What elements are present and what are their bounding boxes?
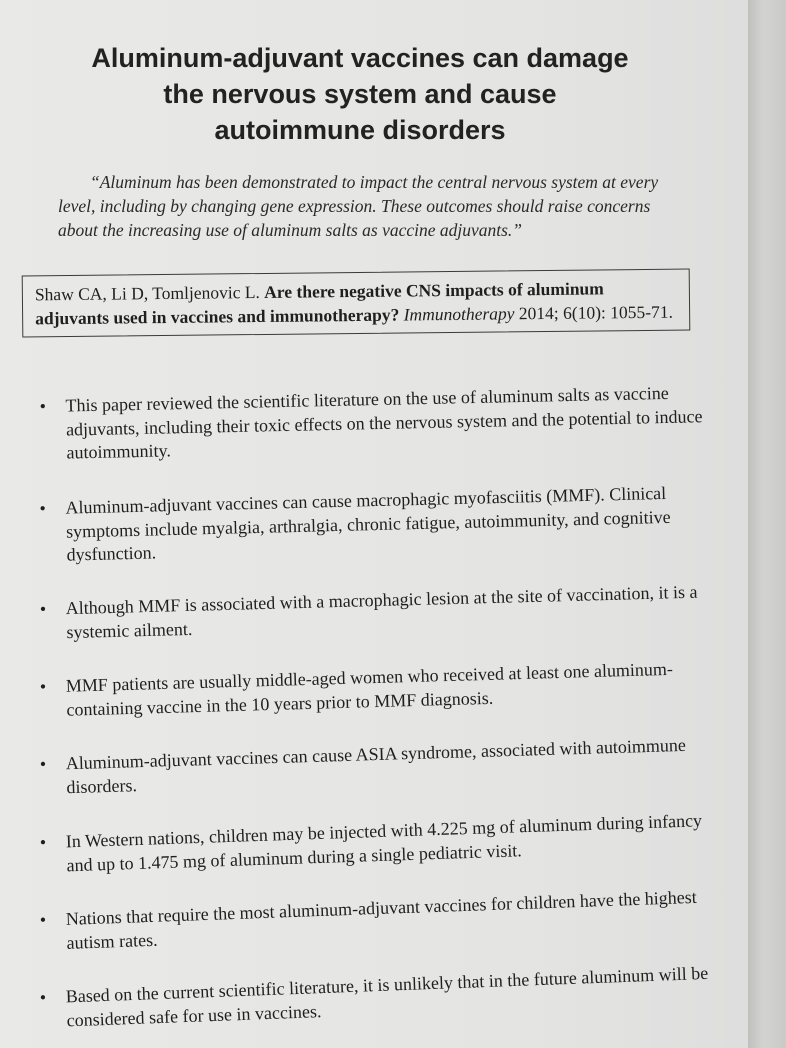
bullet-icon: •: [39, 832, 47, 853]
citation-paper-title: Are there negative CNS impacts of aluminum adjuvants used in vaccines and immunotherapy?: [35, 278, 604, 329]
bullet-item: [35, 480, 721, 567]
quote-block: “Aluminum has been demonstrated to impact the central nervous system at every level, including by changing gene expression. These outcomes should raise concerns about the increasing use of aluminum salts as vaccine adjuvants.”: [58, 171, 659, 240]
bullet-item: [35, 733, 720, 800]
bullet-icon: •: [39, 909, 47, 930]
bullet-icon: •: [39, 497, 47, 518]
bullet-list: [36, 382, 720, 1030]
citation-authors: Shaw CA, Li D, Tomljenovic L.: [34, 282, 260, 305]
bullet-item: [35, 381, 720, 466]
bullet-icon: •: [39, 753, 47, 775]
bullet-text: Although MMF is associated with a macrophagic lesion at the site of vaccination, it is a systemic ailment.: [65, 581, 698, 642]
bullet-item: [35, 656, 720, 722]
bullet-item: [35, 885, 720, 956]
bullet-item: [35, 961, 720, 1033]
citation-journal: Immunotherapy: [403, 303, 515, 325]
bullet-text: Aluminum-adjuvant vaccines can cause ASIA syndrome, associated with autoimmune disorders.: [65, 734, 687, 797]
bullet-text: This paper reviewed the scientific literature on the use of aluminum salts as vaccine adjuvants, including their toxic effects on the nervous system and the potential to induce autoimmunity.: [65, 382, 703, 463]
bullet-text: In Western nations, children may be injected with 4.225 mg of aluminum during infancy and up to 1.475 mg of aluminum during a single pediatric visit.: [65, 810, 703, 875]
bullet-text: Nations that require the most aluminum-adjuvant vaccines for children have the highest autism rates.: [65, 886, 698, 953]
citation-details: 2014; 6(10): 1055-71.: [518, 301, 674, 324]
page-edge: [748, 0, 786, 1048]
bullet-icon: •: [39, 676, 47, 697]
bullet-text: Aluminum-adjuvant vaccines can cause macrophagic myofasciitis (MMF). Clinical symptoms include myalgia, arthralgia, chronic fatigue, autoimmunity, and cognitive dysfunction.: [65, 482, 671, 565]
bullet-icon: •: [39, 987, 47, 1008]
bullet-text: MMF patients are usually middle-aged women who received at least one aluminum-containing vaccine in the 10 years prior to MMF diagnosis.: [65, 658, 674, 720]
citation-box: [22, 269, 691, 338]
bullet-item: [35, 809, 720, 879]
bullet-item: [36, 580, 721, 645]
bullet-icon: •: [39, 395, 47, 417]
bullet-text: Based on the current scientific literature, it is unlikely that in the future aluminum will be considered safe for use in vaccines.: [65, 962, 709, 1030]
page-title: Aluminum-adjuvant vaccines can damage the nervous system and cause autoimmune disorders: [91, 43, 629, 146]
bullet-icon: •: [39, 598, 47, 619]
